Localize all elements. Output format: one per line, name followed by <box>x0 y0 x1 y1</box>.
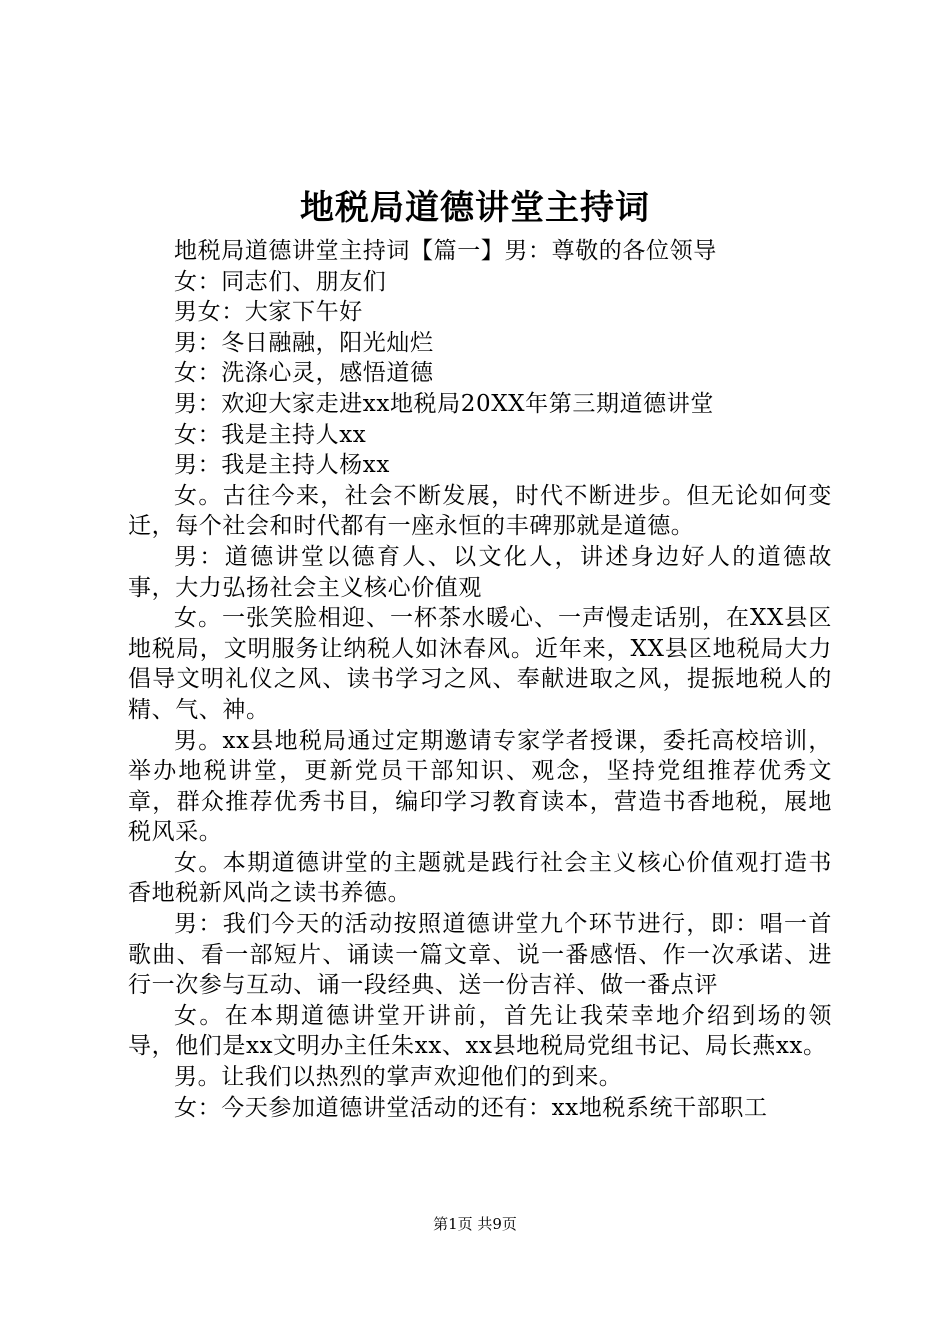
paragraph: 女：今天参加道德讲堂活动的还有：xx地税系统干部职工 <box>174 1094 768 1121</box>
document-body <box>128 236 832 1123</box>
paragraph: 男：我们今天的活动按照道德讲堂九个环节进行，即：唱一首歌曲、看一部短片、诵读一篇文章、说一番感悟、作一次承诺、进行一次参与互动、诵一段经典、送一份吉祥、做一番点评 <box>128 911 832 999</box>
paragraph: 女。一张笑脸相迎、一杯茶水暖心、一声慢走话别，在XX县区地税局，文明服务让纳税人如沐春风。近年来，XX县区地税局大力倡导文明礼仪之风、读书学习之风、奉献进取之风，提振地税人的精、气、神。 <box>128 605 832 723</box>
paragraph: 男。xx县地税局通过定期邀请专家学者授课，委托高校培训，举办地税讲堂，更新党员干部知识、观念，坚持党组推荐优秀文章，群众推荐优秀书目，编印学习教育读本，营造书香地税，展地税风采。 <box>128 727 832 846</box>
paragraph: 女：我是主持人xx <box>174 421 367 448</box>
document-title: 地税局道德讲堂主持词 <box>300 188 650 228</box>
paragraph: 地税局道德讲堂主持词【篇一】男：尊敬的各位领导 <box>174 238 717 264</box>
page-footer: 第1页 共9页 <box>433 1215 517 1233</box>
paragraph: 女：同志们、朋友们 <box>174 268 387 295</box>
paragraph: 男。让我们以热烈的掌声欢迎他们的到来。 <box>174 1064 623 1091</box>
paragraph: 男：道德讲堂以德育人、以文化人，讲述身边好人的道德故事，大力弘扬社会主义核心价值观 <box>128 543 832 601</box>
paragraph: 男：冬日融融，阳光灿烂 <box>174 329 434 356</box>
paragraph: 女。在本期道德讲堂开讲前，首先让我荣幸地介绍到场的领导，他们是xx文明办主任朱xx、xx县地税局党组书记、局长燕xx。 <box>128 1002 832 1060</box>
paragraph: 男女：大家下午好 <box>174 299 363 326</box>
paragraph: 男：欢迎大家走进xx地税局20XX年第三期道德讲堂 <box>174 390 714 417</box>
paragraph: 女。古往今来，社会不断发展，时代不断进步。但无论如何变迁，每个社会和时代都有一座永恒的丰碑那就是道德。 <box>128 482 832 540</box>
paragraph: 女。本期道德讲堂的主题就是践行社会主义核心价值观打造书香地税新风尚之读书养德。 <box>128 849 832 907</box>
paragraph: 男：我是主持人杨xx <box>174 452 390 479</box>
paragraph: 女：洗涤心灵，感悟道德 <box>174 360 434 387</box>
